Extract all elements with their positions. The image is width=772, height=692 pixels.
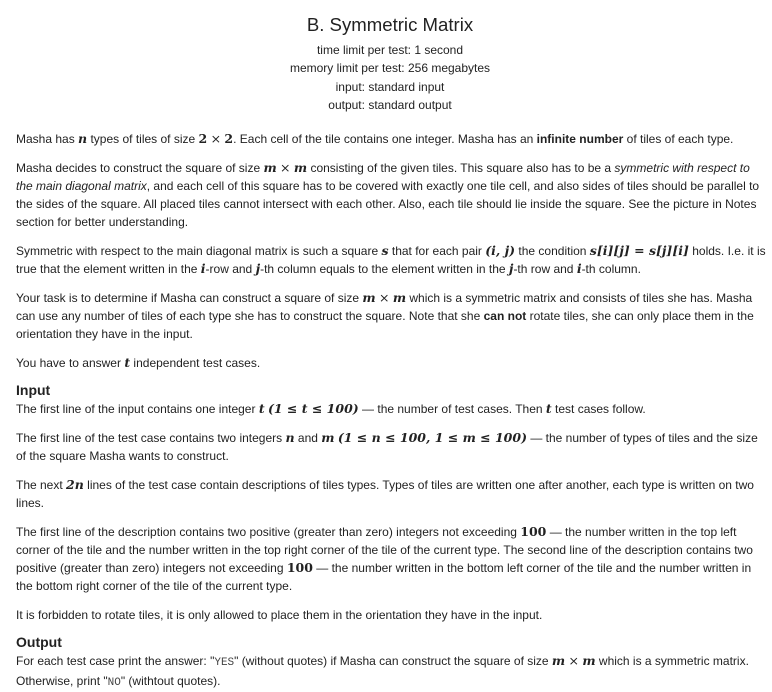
problem-statement [16,0,768,692]
memory-limit: memory limit per test: 256 megabytes [289,61,491,76]
input-paragraph: The first line of the input contains one integer t (1 ≤ t ≤ 100) — the number of test cases. Then t test cases follow. [16,400,646,416]
input-file: input: standard input [335,79,445,94]
time-limit: time limit per test: 1 second [316,43,464,57]
statement-paragraph: Symmetric with respect to the main diagonal matrix is such a square s that for each pair (i, j) the condition s[i][j] = s[j][i] holds. I.e. it is true that the element written in the i-row and j-th column equals to the element written in the j-th row and i-th column. [16,242,766,276]
input-paragraph: The first line of the description contains two positive (greater than zero) integers not exceeding 100 — the number written in the top left corner of the tile and the number written in the top right corner of the tile of the current type. The second line of the description contains two positive (greater than zero) integers not exceeding 100 — the number written in the bottom left corner of the tile and the number written in the bottom right corner of the tile of the current type. [16,523,753,593]
input-paragraph: The first line of the test case contains two integers n and m (1 ≤ n ≤ 100, 1 ≤ m ≤ 100) — the number of types of tiles and the size of the square Masha wants to construct. [16,429,758,463]
statement-paragraph: Your task is to determine if Masha can construct a square of size m × m which is a symmetric matrix and consists of tiles she has. Masha can use any number of tiles of each type she has to construct the square. Note that she can not rotate tiles, she can only place them in the orientation they have in the input. [16,289,754,341]
input-section-title: Input [16,381,51,398]
input-paragraph: The next 2n lines of the test case contain descriptions of tiles types. Types of tiles are written one after another, each type is written on two lines. [16,476,754,510]
problem-title: B. Symmetric Matrix [306,14,474,35]
problem-header [16,0,764,115]
output-file: output: standard output [328,98,452,113]
statement-paragraph: Masha has n types of tiles of size 2 × 2. Each cell of the tile contains one integer. Masha has an infinite number of tiles of each type. [16,130,734,146]
output-section-title: Output [16,633,62,650]
statement-paragraph: You have to answer t independent test cases. [16,354,261,370]
statement-paragraph: Masha decides to construct the square of size m × m consisting of the given tiles. This square also has to be a symmetric with respect to the main diagonal matrix, and each cell of this square has to be covered with exactly one tile cell, and also sides of tiles should be parallel to the sides of the square. All placed tiles cannot intersect with each other. Also, each tile should lie inside the square. See the picture in Notes section for better understanding. [16,159,760,229]
output-paragraph: For each test case print the answer: "YES" (without quotes) if Masha can construct the square of size m × m which is a symmetric matrix. Otherwise, print "NO" (withtout quotes). [16,652,749,689]
input-paragraph: It is forbidden to rotate tiles, it is only allowed to place them in the orientation they have in the input. [16,607,543,622]
